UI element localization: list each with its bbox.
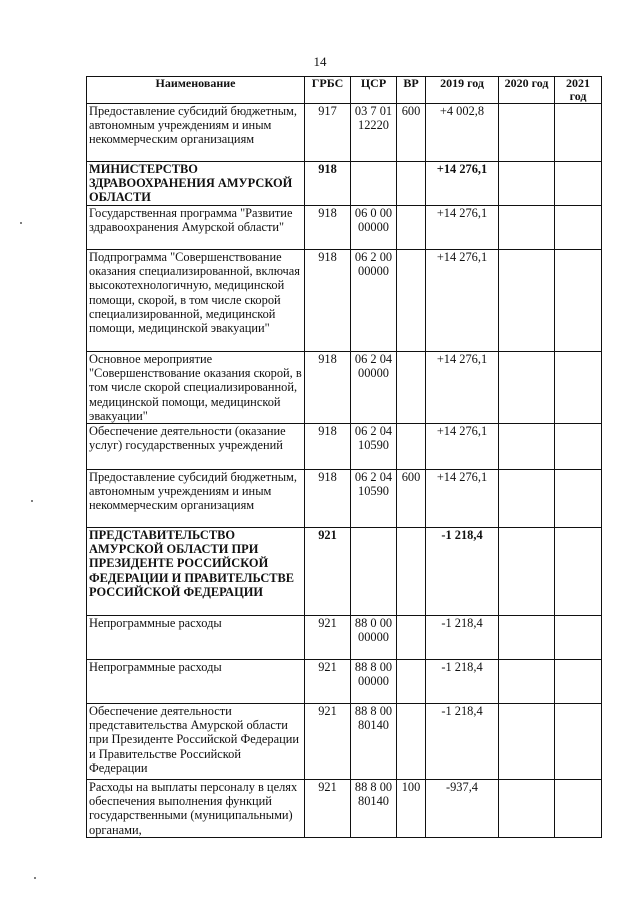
cell-2019: -1 218,4: [426, 616, 499, 660]
cell-2021: [555, 104, 602, 162]
header-name: Наименование: [87, 77, 305, 104]
cell-csr: 06 2 04 10590: [351, 424, 397, 470]
cell-grbs: 921: [305, 616, 351, 660]
cell-2019: +14 276,1: [426, 206, 499, 250]
cell-csr: 06 2 04 00000: [351, 352, 397, 424]
table-row: [87, 704, 602, 780]
cell-2020: [499, 616, 555, 660]
cell-2020: [499, 470, 555, 528]
cell-vr: [397, 250, 426, 352]
cell-vr: [397, 660, 426, 704]
cell-2019: +14 276,1: [426, 470, 499, 528]
cell-2021: [555, 780, 602, 838]
cell-name: Государственная программа "Развитие здравоохранения Амурской области": [87, 206, 305, 250]
cell-name: Предоставление субсидий бюджетным, автономным учреждениям и иным некоммерческим организациям: [87, 104, 305, 162]
cell-grbs: 921: [305, 660, 351, 704]
cell-2021: [555, 660, 602, 704]
cell-grbs: 918: [305, 424, 351, 470]
cell-csr: 03 7 01 12220: [351, 104, 397, 162]
table-row: [87, 470, 602, 528]
cell-vr: [397, 206, 426, 250]
cell-vr: [397, 528, 426, 616]
header-csr: ЦСР: [351, 77, 397, 104]
cell-csr: 88 8 00 80140: [351, 704, 397, 780]
cell-2019: -1 218,4: [426, 704, 499, 780]
table-row: [87, 660, 602, 704]
cell-2019: -937,4: [426, 780, 499, 838]
cell-grbs: 918: [305, 250, 351, 352]
cell-vr: 600: [397, 470, 426, 528]
cell-vr: [397, 424, 426, 470]
table-row: [87, 104, 602, 162]
cell-2020: [499, 352, 555, 424]
cell-csr: [351, 162, 397, 206]
cell-name: Непрограммные расходы: [87, 660, 305, 704]
cell-name: Обеспечение деятельности (оказание услуг) государственных учреждений: [87, 424, 305, 470]
scan-speck: [34, 877, 36, 879]
cell-csr: 06 2 04 10590: [351, 470, 397, 528]
cell-vr: [397, 704, 426, 780]
cell-grbs: 918: [305, 470, 351, 528]
cell-grbs: 917: [305, 104, 351, 162]
cell-name: Основное мероприятие "Совершенствование оказания скорой, в том числе скорой специализированной, медицинской помощи, медицинской эвакуации": [87, 352, 305, 424]
cell-csr: 06 0 00 00000: [351, 206, 397, 250]
cell-2019: +14 276,1: [426, 424, 499, 470]
cell-csr: 88 0 00 00000: [351, 616, 397, 660]
cell-2021: [555, 250, 602, 352]
scan-speck: [20, 222, 22, 224]
cell-2020: [499, 704, 555, 780]
cell-grbs: 921: [305, 704, 351, 780]
cell-2020: [499, 162, 555, 206]
cell-vr: [397, 162, 426, 206]
cell-2020: [499, 780, 555, 838]
cell-2021: [555, 528, 602, 616]
cell-2019: -1 218,4: [426, 528, 499, 616]
cell-2021: [555, 206, 602, 250]
table-row: [87, 162, 602, 206]
cell-name: Расходы на выплаты персоналу в целях обеспечения выполнения функций государственными (муниципальными) органами,: [87, 780, 305, 838]
table-row: [87, 616, 602, 660]
cell-name: Обеспечение деятельности представительства Амурской области при Президенте Российской Федерации и Правительстве Российской Федерации: [87, 704, 305, 780]
cell-2020: [499, 206, 555, 250]
header-vr: ВР: [397, 77, 426, 104]
cell-name: Непрограммные расходы: [87, 616, 305, 660]
cell-2021: [555, 424, 602, 470]
cell-csr: 06 2 00 00000: [351, 250, 397, 352]
cell-vr: 600: [397, 104, 426, 162]
table-row: [87, 206, 602, 250]
cell-grbs: 918: [305, 352, 351, 424]
scan-speck: [31, 500, 33, 502]
cell-2020: [499, 528, 555, 616]
cell-2021: [555, 352, 602, 424]
cell-2021: [555, 162, 602, 206]
table-row: [87, 250, 602, 352]
cell-2019: +4 002,8: [426, 104, 499, 162]
table-row: [87, 352, 602, 424]
cell-name: МИНИСТЕРСТВО ЗДРАВООХРАНЕНИЯ АМУРСКОЙ ОБЛАСТИ: [87, 162, 305, 206]
cell-grbs: 921: [305, 780, 351, 838]
cell-name: Предоставление субсидий бюджетным, автономным учреждениям и иным некоммерческим организациям: [87, 470, 305, 528]
cell-2019: +14 276,1: [426, 352, 499, 424]
table-row: [87, 528, 602, 616]
cell-2021: [555, 616, 602, 660]
cell-2020: [499, 250, 555, 352]
cell-grbs: 918: [305, 206, 351, 250]
cell-name: ПРЕДСТАВИТЕЛЬСТВО АМУРСКОЙ ОБЛАСТИ ПРИ ПРЕЗИДЕНТЕ РОССИЙСКОЙ ФЕДЕРАЦИИ И ПРАВИТЕЛЬСТВЕ РОССИЙСКОЙ ФЕДЕРАЦИИ: [87, 528, 305, 616]
budget-table: [86, 76, 602, 838]
cell-2019: -1 218,4: [426, 660, 499, 704]
page-number: 14: [313, 54, 327, 69]
cell-csr: [351, 528, 397, 616]
table-header-row: [87, 77, 602, 104]
cell-2019: +14 276,1: [426, 162, 499, 206]
table-row: [87, 424, 602, 470]
cell-name: Подпрограмма "Совершенствование оказания специализированной, включая высокотехнологичную, медицинской помощи, скорой, в том числе скорой специализированной, медицинской помощи, медицинской эвакуации": [87, 250, 305, 352]
cell-2020: [499, 660, 555, 704]
cell-2020: [499, 104, 555, 162]
cell-2020: [499, 424, 555, 470]
cell-2021: [555, 704, 602, 780]
cell-grbs: 918: [305, 162, 351, 206]
cell-vr: [397, 352, 426, 424]
cell-vr: 100: [397, 780, 426, 838]
cell-2019: +14 276,1: [426, 250, 499, 352]
cell-grbs: 921: [305, 528, 351, 616]
cell-csr: 88 8 00 80140: [351, 780, 397, 838]
header-grbs: ГРБС: [305, 77, 351, 104]
cell-csr: 88 8 00 00000: [351, 660, 397, 704]
cell-vr: [397, 616, 426, 660]
header-2019: 2019 год: [426, 77, 499, 104]
header-2021: 2021 год: [555, 77, 602, 104]
table-row: [87, 780, 602, 838]
header-2020: 2020 год: [499, 77, 555, 104]
cell-2021: [555, 470, 602, 528]
